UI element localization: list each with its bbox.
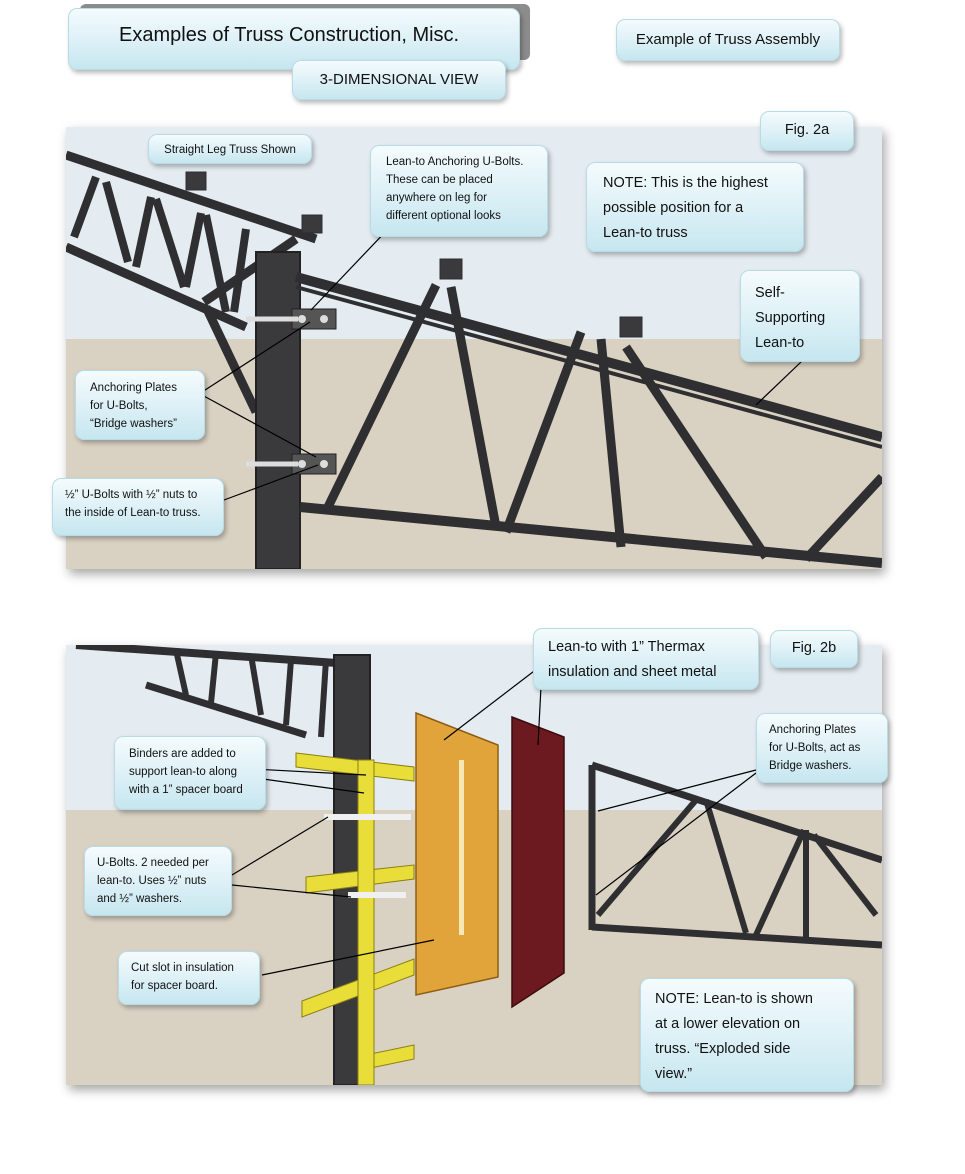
straight-leg-label xyxy=(148,134,312,164)
binders-line: support lean-to along xyxy=(129,766,238,778)
note-line: possible position for a xyxy=(603,200,744,216)
slot-line: for spacer board. xyxy=(131,980,218,992)
ubolt-anchor-callout xyxy=(370,145,548,237)
fig-2a-label xyxy=(760,111,854,151)
view-label xyxy=(292,60,506,100)
plates-line: Anchoring Plates xyxy=(90,382,177,394)
note-2b-line: NOTE: Lean-to is shown xyxy=(655,991,813,1007)
binders-line: Binders are added to xyxy=(129,748,236,760)
self-supporting-line: Self- xyxy=(755,285,785,301)
ubolts-2b-line: and ½” washers. xyxy=(97,893,183,905)
fig-2b-label xyxy=(770,630,858,668)
ubolt-anchor-line: anywhere on leg for xyxy=(386,192,488,204)
assembly-label-text: Example of Truss Assembly xyxy=(635,31,821,48)
highest-position-note xyxy=(586,162,804,252)
plates-2b-line: for U-Bolts, act as xyxy=(769,742,861,754)
plates-line: for U-Bolts, xyxy=(90,400,148,412)
ubolts-2b-line: lean-to. Uses ½” nuts xyxy=(97,875,207,887)
bolts-line: ½” U-Bolts with ½” nuts to xyxy=(65,489,198,501)
thermax-callout xyxy=(533,628,759,690)
ubolt-anchor-line: Lean-to Anchoring U-Bolts. xyxy=(386,156,524,168)
plates-line: “Bridge washers” xyxy=(90,418,177,430)
straight-leg-text: Straight Leg Truss Shown xyxy=(164,144,296,156)
note-2b-line: truss. “Exploded side xyxy=(655,1041,791,1057)
plates-2b-line: Anchoring Plates xyxy=(769,724,856,736)
self-supporting-callout xyxy=(740,270,860,362)
self-supporting-line: Supporting xyxy=(755,310,826,326)
note-2b-line: at a lower elevation on xyxy=(655,1016,801,1032)
assembly-label xyxy=(616,19,840,61)
anchoring-plates-2b-callout xyxy=(756,713,888,783)
note-line: NOTE: This is the highest xyxy=(603,175,768,191)
plates-2b-line: Bridge washers. xyxy=(769,760,852,772)
page-title-text: Examples of Truss Construction, Misc. xyxy=(119,24,460,46)
ubolt-anchor-line: These can be placed xyxy=(386,174,493,186)
self-supporting-line: Lean-to xyxy=(755,335,805,351)
thermax-line: Lean-to with 1” Thermax xyxy=(548,639,705,655)
note-line: Lean-to truss xyxy=(603,225,688,241)
fig-2b-label-text: Fig. 2b xyxy=(791,640,837,656)
ubolt-anchor-line: different optional looks xyxy=(386,210,501,222)
thermax-line: insulation and sheet metal xyxy=(548,664,717,680)
view-label-text: 3-DIMENSIONAL VIEW xyxy=(319,71,479,88)
binders-callout xyxy=(114,736,266,810)
exploded-view-note xyxy=(640,978,854,1092)
anchoring-plates-callout xyxy=(75,370,205,440)
ubolt-nuts-callout xyxy=(52,478,224,536)
bolts-line: the inside of Lean-to truss. xyxy=(65,507,201,519)
binders-line: with a 1” spacer board xyxy=(129,784,243,796)
slot-line: Cut slot in insulation xyxy=(131,962,234,974)
fig-2a-label-text: Fig. 2a xyxy=(784,122,830,138)
ubolts-2b-line: U-Bolts. 2 needed per xyxy=(97,857,209,869)
cut-slot-callout xyxy=(118,951,260,1005)
ubolts-2b-callout xyxy=(84,846,232,916)
note-2b-line: view.” xyxy=(655,1066,693,1082)
